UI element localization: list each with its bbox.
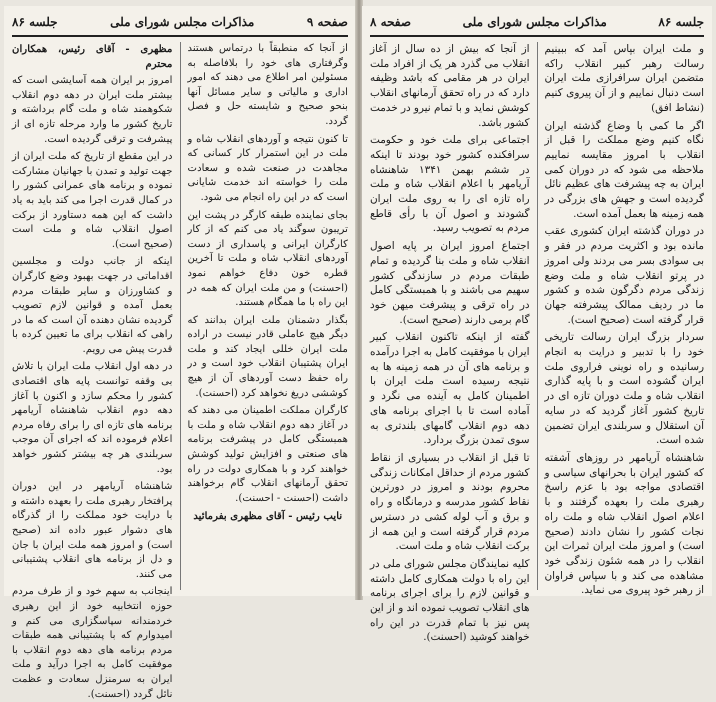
right-page-left-column xyxy=(370,42,530,644)
paragraph: گفته از اینکه تاکنون انقلاب کبیر ایران با موفقیت کامل به اجرا درآمده و برنامه های آن در همه زمینه ها به نتیجه رسیده است ملت ایران با اطمینان کامل به آینده می نگرد و آماده است تا با اجرای برنامه های دهه دوم انقلاب گامهای بلندتری به سوی تمدن بزرگ بردارد. xyxy=(370,331,530,447)
paragraph: امروز بر ایران همه آسایشی است که بیشتر ملت ایران در دهه دوم انقلاب شکوهمند شاه و ملت گام برداشته و تاریخ کشور ما وارد مرحله تازه ای از پیشرفت و ترقی گردیده است. xyxy=(12,75,173,145)
paragraph: شاهنشاه آریامهر در این دوران پرافتخار رهبری ملت را بعهده داشته و با درایت خود مملکت را از گذرگاه های دشوار عبور داده اند (صحیح است) و امروز همه ملت ایران با جان و دل از برنامه های انقلاب پشتیبانی می کنند. xyxy=(12,481,173,580)
right-page-session: جلسه ۸۶ xyxy=(658,15,704,29)
left-page-number: صفحه ۹ xyxy=(306,15,348,29)
right-page xyxy=(362,6,712,644)
paragraph: اینکه از جانب دولت و مجلسین اقداماتی در جهت بهبود وضع کارگران و کشاورزان و سایر طبقات مردم بعمل آمده و قوانین لازم تصویب گردیده نشان دهنده آن است که ما در راهی که انقلاب برای ما تعیین کرده با قدرت پیش می رویم. xyxy=(12,256,173,355)
right-page-title: مذاکرات مجلس شورای ملی xyxy=(462,15,607,29)
paragraph: اجتماع امروز ایران بر پایه اصول انقلاب شاه و ملت بنا گردیده و تمام طبقات مردم در سازندگی کشور سهیم می باشند و با همبستگی کامل در راه ترقی و پیشرفت میهن خود گام برمی دارند (صحیح است). xyxy=(370,240,530,326)
right-page-columns xyxy=(370,42,704,644)
left-page-header xyxy=(12,12,348,32)
left-page-right-column xyxy=(188,42,349,590)
paragraph: تا کنون نتیجه و آوردهای انقلاب شاه و ملت در این استمرار کار کسانی که مجاهدت در صنعت شده و سعادت ملت را خواسته اند خدمت شایانی است که در این راه انجام می شود. xyxy=(187,133,348,203)
left-page-title: مذاکرات مجلس شورای ملی xyxy=(110,15,255,29)
paragraph: شاهنشاه آریامهر در روزهای آشفته که کشور ایران با بحرانهای سیاسی و اقتصادی مواجه بود با عزم راسخ رهبری ملت را بعهده گرفتند و با اعلام اصول انقلاب شاه و ملت راه نجات کشور را نشان دادند (صحیح است) و امروز ملت ایران ثمرات این انقلاب را در همه شئون زندگی خود مشاهده می کند و با سپاس فراوان از رهبر خود پیروی می نماید. xyxy=(544,451,704,597)
left-page-left-column xyxy=(12,42,173,700)
paragraph: بگذار دشمنان ملت ایران بدانند که دیگر هیچ عاملی قادر نیست در اراده ملت ایران خللی ایجاد کند و ملت ایران پشتیبان انقلاب خود است و در راه حفظ دست آوردهای آن از هیچ کوششی دریغ نخواهد کرد (احسنت). xyxy=(187,314,348,399)
left-page-columns xyxy=(12,42,348,700)
paragraph: در این مقطع از تاریخ که ملت ایران از جهت تولید و تمدن با جهانیان مشارکت نموده و برنامه های عمرانی کشور را در کمال قدرت اجرا می کند باید به یاد داشت که این همه دستاورد از برکت اصول انقلاب شاه و ملت است (صحیح است). xyxy=(12,151,173,250)
speaker-call: نایب رئیس - آقای مظهری بفرمائید xyxy=(193,510,343,523)
left-page-session: جلسه ۸۶ xyxy=(12,15,58,29)
right-page-header xyxy=(370,12,704,32)
paragraph: در دوران گذشته ایران کشوری عقب مانده بود و اکثریت مردم در فقر و بی سوادی بسر می بردند ولی امروز در پرتو انقلاب شاه و ملت وضع زندگی مردم دگرگون شده و کشور ما در ردیف ممالک پیشرفته جهان قرار گرفته است (صحیح است). xyxy=(544,225,704,326)
paragraph: اجتماعی برای ملت خود و حکومت سرافکنده کشور خود بودند تا اینکه در ششم بهمن ۱۳۴۱ شاهنشاه آریامهر با اعلام انقلاب شاه و ملت راه تازه ای را به روی ملت ایران گشودند و اصول آن با رأی قاطع مردم به تصویب رسید. xyxy=(370,134,530,235)
paragraph: سردار بزرگ ایران رسالت تاریخی خود را با تدبیر و درایت به انجام رسانیده و راه نوینی فراروی ملت ایران گشوده است و با پایه گذاری انقلاب شاه و ملت دوران تازه ای در تاریخ کشور آغاز گردید که در سایه آن استقلال و سربلندی ایران تضمین شده است. xyxy=(544,331,704,447)
speaker-heading: مظهری - آقای رئیس، همکاران محترم xyxy=(12,43,173,70)
right-page-number: صفحه ۸ xyxy=(370,15,412,29)
paragraph: از آنجا که منطبقاً با درتماس هستند وگرفتاری های خود را بلافاصله به مسئولین امر اطلاع می دهند که امور اداری و مالیاتی و سایر مسائل آنها بنحو صحیح و شایسته حل و فصل گردد. xyxy=(187,43,348,127)
paragraph: کلیه نمایندگان مجلس شورای ملی در این راه با دولت همکاری کامل داشته و قوانین لازم را برای اجرای برنامه های انقلاب تصویب نموده اند و از این پس نیز با تمام قدرت در این راه خواهند کوشید (احسنت). xyxy=(370,557,530,644)
right-header-rule xyxy=(370,35,704,37)
paragraph: اگر ما کمی با وضاع گذشته ایران نگاه کنیم وضع مملکت را قبل از انقلاب با امروز مقایسه نماییم ملاحظه می شود که در دوران کمی ایران به چه پیشرفت های عظیم نائل گردیده است و جهش های بزرگی در همه زمینه ها بعمل آمده است. xyxy=(544,119,704,220)
paragraph: کارگران مملکت اطمینان می دهند که در آغاز دهه دوم انقلاب شاه و ملت با همبستگی کامل در پیشرفت برنامه های صنعتی و افزایش تولید کوشش خواهند کرد و با همکاری دولت در راه تحقق آرمانهای انقلاب گام برخواهند داشت (احسنت - احسنت). xyxy=(187,405,348,504)
left-page xyxy=(4,6,356,700)
column-divider xyxy=(537,42,538,590)
paragraph: و ملت ایران بپاس آمد که ببینیم رسالت رهبر کبیر انقلاب راکه متضمن ایران سرافرازی ملت ایران است دنبال نماییم و از آن پیروی کنیم (نشاط افق) xyxy=(544,43,704,114)
left-header-rule xyxy=(12,35,348,37)
paragraph: از آنجا که بیش از ده سال از آغاز انقلاب می گذرد هر یک از افراد ملت ایران در هر مقامی که باشد وظیفه دارد که در راه تحقق آرمانهای انقلاب کوشش نماید و با تمام نیرو در خدمت کشور باشد. xyxy=(370,43,530,129)
paragraph: بجای نماینده طبقه کارگر در پشت این تریبون سوگند یاد می کنم که از کار کارگران ایرانی و پاسداری از دست آوردهای انقلاب شاه و ملت تا آخرین قطره خون دفاع خواهم نمود (احسنت) و من ملت ایران که همه در این راه با ما همگام هستند. xyxy=(187,209,348,309)
paragraph: تا قبل از انقلاب در بسیاری از نقاط کشور مردم از حداقل امکانات زندگی محروم بودند و امروز در دورترین نقاط کشور مدرسه و درمانگاه و راه و برق و آب لوله کشی در دسترس مردم قرار گرفته است و این همه از برکت انقلاب شاه و ملت است. xyxy=(370,451,530,553)
column-divider xyxy=(180,42,181,590)
paragraph: در دهه اول انقلاب ملت ایران با تلاش بی وقفه توانست پایه های اقتصادی کشور را محکم سازد و اکنون با آغاز دهه دوم انقلاب شاهنشاه آریامهر برنامه های تازه ای را برای رفاه مردم اعلام فرموده اند که اجرای آن موجب سربلندی هر چه بیشتر کشور خواهد بود. xyxy=(12,361,173,475)
right-page-right-column xyxy=(544,42,705,597)
paragraph: اینجانب به سهم خود و از طرف مردم حوزه انتخابیه خود از این رهبری خردمندانه سپاسگزاری می کنم و امیدوارم که با پشتیبانی همه طبقات مردم برنامه های دهه دوم انقلاب با موفقیت کامل به اجرا درآید و ملت ایران به سرمنزل سعادت و عظمت نائل گردد (احسنت). xyxy=(12,586,173,700)
